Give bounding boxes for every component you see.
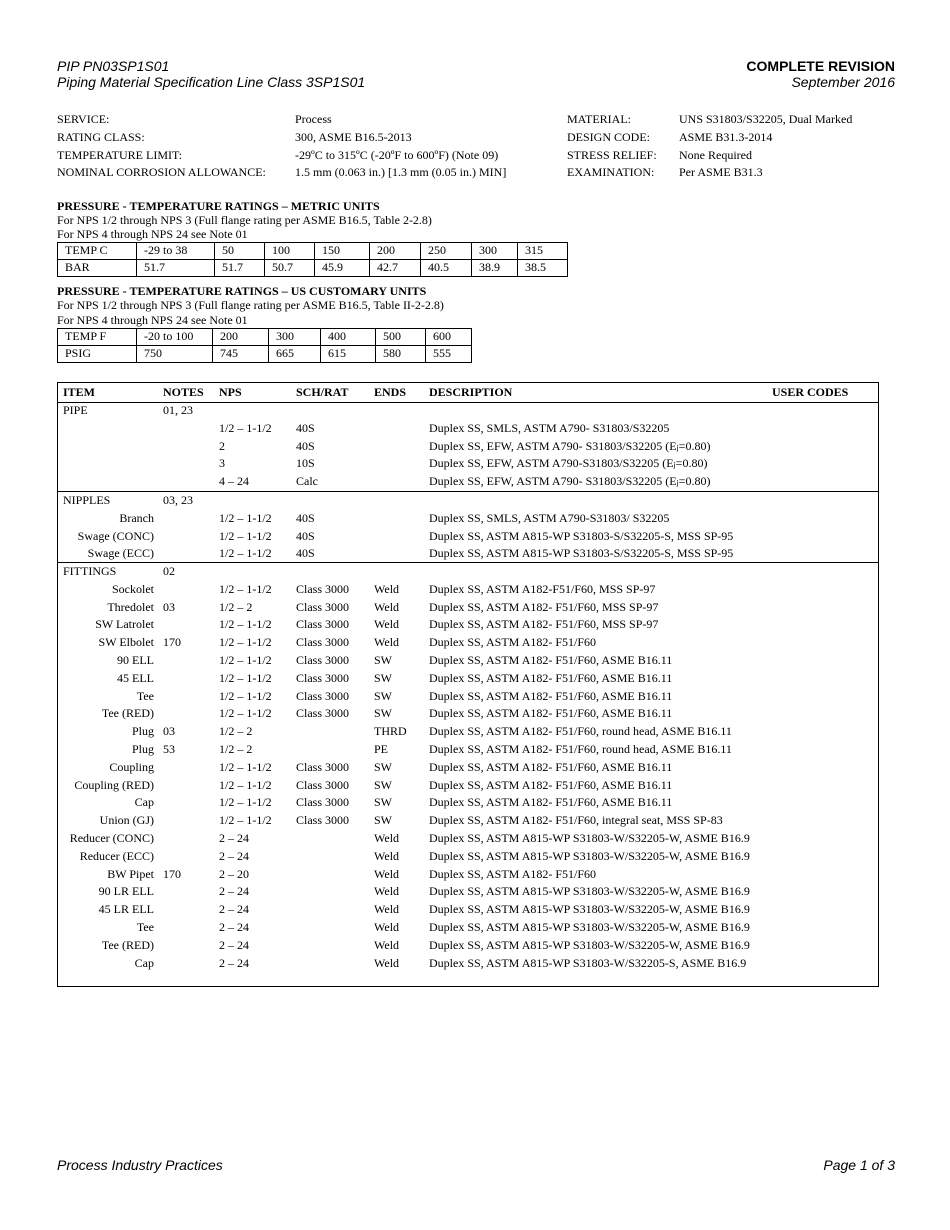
us-psig-cell: 665 xyxy=(269,346,321,363)
material-value: UNS S31803/S32205, Dual Marked xyxy=(679,112,853,126)
table-row xyxy=(58,848,878,866)
item-cell: Branch xyxy=(119,510,154,525)
desc-cell: Duplex SS, ASTM A815-WP S31803-W/S32205-W, ASME B16.9 xyxy=(429,848,750,863)
nps-cell: 2 – 24 xyxy=(219,848,249,863)
desc-cell: Duplex SS, SMLS, ASTM A790-S31803/ S32205 xyxy=(429,510,670,525)
nps-cell: 2 – 24 xyxy=(219,902,249,917)
item-cell: Tee (RED) xyxy=(101,937,154,952)
ends-cell: Weld xyxy=(374,955,400,970)
group-notes: 01, 23 xyxy=(163,403,193,417)
desc-cell: Duplex SS, ASTM A182-F51/F60, MSS SP-97 xyxy=(429,581,656,596)
footer-page-number: Page 1 of 3 xyxy=(823,1157,895,1173)
metric-temp-cell: 315 xyxy=(518,243,568,260)
header-sch-rat: SCH/RAT xyxy=(296,385,349,399)
notes-cell: 03 xyxy=(163,724,175,739)
desc-cell: Duplex SS, ASTM A815-WP S31803-W/S32205-W, ASME B16.9 xyxy=(429,884,750,899)
metric-bar-cell: 50.7 xyxy=(265,260,315,277)
nps-cell: 1/2 – 1-1/2 xyxy=(219,813,272,828)
document-header-right xyxy=(746,58,895,90)
revision-date: September 2016 xyxy=(791,74,895,90)
ends-cell: SW xyxy=(374,670,392,685)
item-cell: Swage (ECC) xyxy=(87,546,154,561)
sch-cell: Class 3000 xyxy=(296,635,350,650)
ends-cell: SW xyxy=(374,653,392,667)
ends-cell: Weld xyxy=(374,848,400,863)
ends-cell: SW xyxy=(374,795,392,810)
sch-cell: Class 3000 xyxy=(296,795,350,810)
sch-cell: 10S xyxy=(296,456,315,471)
table-row xyxy=(58,830,878,848)
item-cell: Sockolet xyxy=(112,581,154,596)
us-ratings-table xyxy=(57,328,472,363)
sch-cell: 40S xyxy=(296,528,315,543)
metric-bar-cell: 51.7 xyxy=(215,260,265,277)
us-psig-cell: PSIG xyxy=(58,346,137,363)
metric-ratings-table xyxy=(57,242,568,277)
item-cell: Tee xyxy=(136,688,154,703)
group-notes: 02 xyxy=(163,564,175,578)
desc-cell: Duplex SS, ASTM A182- F51/F60, integral seat, MSS SP-83 xyxy=(429,813,723,828)
table-row xyxy=(58,777,878,795)
ends-cell: Weld xyxy=(374,866,400,881)
item-cell: Tee xyxy=(136,920,154,934)
metric-temp-cell: 200 xyxy=(370,243,421,260)
metric-temp-cell: 100 xyxy=(265,243,315,260)
metric-temp-row xyxy=(58,243,568,260)
metric-bar-cell: 42.7 xyxy=(370,260,421,277)
desc-cell: Duplex SS, ASTM A182- F51/F60, MSS SP-97 xyxy=(429,599,659,614)
service-label: SERVICE: xyxy=(57,112,110,126)
material-table-header xyxy=(58,383,878,403)
metric-ratings-title: PRESSURE - TEMPERATURE RATINGS – METRIC UNITS xyxy=(57,199,380,213)
header-item: ITEM xyxy=(63,385,96,399)
desc-cell: Duplex SS, ASTM A182- F51/F60, ASME B16.11 xyxy=(429,759,673,774)
fittings-group xyxy=(58,562,878,970)
metric-note-2: For NPS 4 through NPS 24 see Note 01 xyxy=(57,227,248,241)
nps-cell: 2 – 24 xyxy=(219,884,249,899)
ends-cell: Weld xyxy=(374,617,400,632)
table-row xyxy=(58,741,878,759)
nps-cell: 1/2 – 1-1/2 xyxy=(219,617,272,632)
item-cell: 45 ELL xyxy=(117,670,154,685)
table-row xyxy=(58,688,878,706)
table-row xyxy=(58,599,878,617)
notes-cell: 170 xyxy=(163,866,181,881)
header-notes: NOTES xyxy=(163,385,204,399)
rating-class-value: 300, ASME B16.5-2013 xyxy=(295,129,412,144)
ends-cell: THRD xyxy=(374,724,407,739)
doc-title: Piping Material Specification Line Class 3SP1S01 xyxy=(57,74,366,90)
table-row xyxy=(58,510,878,528)
us-temp-cell: 600 xyxy=(426,329,472,346)
metric-bar-cell: 51.7 xyxy=(137,260,215,277)
item-cell: Coupling (RED) xyxy=(74,777,154,792)
sch-cell: Class 3000 xyxy=(296,617,350,632)
item-cell: Thredolet xyxy=(107,599,154,614)
corrosion-allowance-label: NOMINAL CORROSION ALLOWANCE: xyxy=(57,165,266,180)
nps-cell: 1/2 – 1-1/2 xyxy=(219,777,272,792)
nps-cell: 1/2 – 1-1/2 xyxy=(219,653,272,667)
nps-cell: 2 – 24 xyxy=(219,955,249,970)
header-nps: NPS xyxy=(219,385,242,399)
nps-cell: 4 – 24 xyxy=(219,474,249,489)
ends-cell: SW xyxy=(374,688,392,703)
us-temp-row xyxy=(58,329,472,346)
table-row xyxy=(58,866,878,884)
item-cell: SW Elbolet xyxy=(98,635,154,650)
ends-cell: PE xyxy=(374,742,389,756)
item-cell: Coupling xyxy=(109,759,154,774)
sch-cell: 40S xyxy=(296,546,315,561)
nps-cell: 1/2 – 1-1/2 xyxy=(219,546,272,561)
table-row xyxy=(58,759,878,777)
desc-cell: Duplex SS, ASTM A815-WP S31803-W/S32205-S, ASME B16.9 xyxy=(429,955,747,970)
item-cell: Cap xyxy=(134,795,154,810)
sch-cell: 40S xyxy=(296,420,315,435)
table-row xyxy=(58,528,878,546)
examination-label: EXAMINATION: xyxy=(567,165,655,180)
nps-cell: 2 – 20 xyxy=(219,866,249,881)
desc-cell: Duplex SS, SMLS, ASTM A790- S31803/S32205 xyxy=(429,420,670,435)
info-labels-right xyxy=(567,111,657,182)
temperature-limit-label: TEMPERATURE LIMIT: xyxy=(57,147,183,162)
table-row xyxy=(58,812,878,830)
desc-cell: Duplex SS, ASTM A182- F51/F60, ASME B16.11 xyxy=(429,777,673,792)
nps-cell: 3 xyxy=(219,456,225,471)
nps-cell: 1/2 – 2 xyxy=(219,724,253,739)
notes-cell: 53 xyxy=(163,742,175,756)
us-psig-cell: 745 xyxy=(213,346,269,363)
table-row xyxy=(58,901,878,919)
desc-cell: Duplex SS, ASTM A182- F51/F60, ASME B16.11 xyxy=(429,653,673,667)
us-temp-cell: 200 xyxy=(213,329,269,346)
desc-cell: Duplex SS, ASTM A182- F51/F60, round head, ASME B16.11 xyxy=(429,742,732,756)
item-cell: BW Pipet xyxy=(107,866,154,881)
table-row xyxy=(58,438,878,456)
header-ends: ENDS xyxy=(374,385,407,399)
nps-cell: 1/2 – 1-1/2 xyxy=(219,706,272,721)
ends-cell: Weld xyxy=(374,937,400,952)
corrosion-allowance-value: 1.5 mm (0.063 in.) [1.3 mm (0.05 in.) MIN] xyxy=(295,165,507,180)
table-row xyxy=(58,455,878,473)
desc-cell: Duplex SS, ASTM A182- F51/F60 xyxy=(429,635,597,650)
ends-cell: Weld xyxy=(374,581,400,596)
metric-temp-cell: 150 xyxy=(315,243,370,260)
ends-cell: Weld xyxy=(374,831,400,845)
sch-cell: Class 3000 xyxy=(296,759,350,774)
metric-temp-cell: 250 xyxy=(421,243,472,260)
item-cell: SW Latrolet xyxy=(95,617,154,632)
desc-cell: Duplex SS, EFW, ASTM A790- S31803/S32205 (Eⱼ=0.80) xyxy=(429,438,711,453)
table-row xyxy=(58,670,878,688)
item-cell: Plug xyxy=(131,742,154,756)
group-label-fittings: FITTINGS xyxy=(63,564,117,578)
ends-cell: SW xyxy=(374,813,392,828)
metric-temp-cell: -29 to 38 xyxy=(137,243,215,260)
doc-id: PIP PN03SP1S01 xyxy=(57,58,170,74)
us-psig-row xyxy=(58,346,472,363)
revision-label: COMPLETE REVISION xyxy=(746,58,895,74)
metric-bar-cell: 38.5 xyxy=(518,260,568,277)
us-temp-cell: 500 xyxy=(376,329,426,346)
ends-cell: Weld xyxy=(374,635,400,650)
sch-cell: Class 3000 xyxy=(296,777,350,792)
temperature-limit-value: -29ºC to 315ºC (-20ºF to 600ºF) (Note 09) xyxy=(295,147,499,162)
material-label: MATERIAL: xyxy=(567,112,631,126)
material-table xyxy=(57,382,879,987)
sch-cell: 40S xyxy=(296,438,315,453)
design-code-value: ASME B31.3-2014 xyxy=(679,129,773,144)
nps-cell: 1/2 – 1-1/2 xyxy=(219,759,272,774)
table-row xyxy=(58,794,878,812)
table-row xyxy=(58,883,878,901)
desc-cell: Duplex SS, ASTM A182- F51/F60, ASME B16.11 xyxy=(429,706,673,721)
desc-cell: Duplex SS, ASTM A182- F51/F60 xyxy=(429,866,597,881)
document-header-left xyxy=(57,58,365,90)
us-psig-cell: 750 xyxy=(137,346,213,363)
nps-cell: 1/2 – 1-1/2 xyxy=(219,510,272,525)
ends-cell: Weld xyxy=(374,902,400,917)
group-notes: 03, 23 xyxy=(163,493,193,507)
desc-cell: Duplex SS, ASTM A815-WP S31803-S/S32205-S, MSS SP-95 xyxy=(429,528,734,543)
us-note-2: For NPS 4 through NPS 24 see Note 01 xyxy=(57,313,248,327)
ends-cell: Weld xyxy=(374,599,400,614)
desc-cell: Duplex SS, ASTM A182- F51/F60, ASME B16.11 xyxy=(429,688,673,703)
item-cell: 90 LR ELL xyxy=(98,884,154,899)
sch-cell: Class 3000 xyxy=(296,813,350,828)
metric-temp-cell: 300 xyxy=(472,243,518,260)
item-cell: Cap xyxy=(134,955,154,970)
desc-cell: Duplex SS, ASTM A815-WP S31803-W/S32205-W, ASME B16.9 xyxy=(429,937,750,952)
sch-cell: Calc xyxy=(296,474,318,489)
metric-bar-row xyxy=(58,260,568,277)
metric-temp-cell: TEMP C xyxy=(58,243,137,260)
table-row xyxy=(58,563,878,581)
desc-cell: Duplex SS, ASTM A182- F51/F60, round head, ASME B16.11 xyxy=(429,724,732,739)
item-cell: 90 ELL xyxy=(117,653,154,667)
nps-cell: 1/2 – 2 xyxy=(219,742,253,756)
table-row xyxy=(58,955,878,973)
ends-cell: SW xyxy=(374,759,392,774)
nps-cell: 1/2 – 2 xyxy=(219,599,253,614)
table-row xyxy=(58,616,878,634)
item-cell: Tee (RED) xyxy=(101,706,154,721)
nps-cell: 2 – 24 xyxy=(219,920,249,934)
us-temp-cell: 300 xyxy=(269,329,321,346)
stress-relief-label: STRESS RELIEF: xyxy=(567,147,657,162)
header-user-codes: USER CODES xyxy=(772,385,849,399)
item-cell: Swage (CONC) xyxy=(77,528,154,543)
nps-cell: 1/2 – 1-1/2 xyxy=(219,795,272,810)
nps-cell: 2 xyxy=(219,438,225,453)
sch-cell: 40S xyxy=(296,510,315,525)
nps-cell: 1/2 – 1-1/2 xyxy=(219,635,272,650)
nps-cell: 1/2 – 1-1/2 xyxy=(219,528,272,543)
table-row xyxy=(58,492,878,510)
table-row xyxy=(58,420,878,438)
desc-cell: Duplex SS, ASTM A815-WP S31803-W/S32205-W, ASME B16.9 xyxy=(429,831,750,845)
item-cell: Reducer (CONC) xyxy=(69,831,154,845)
metric-note-1: For NPS 1/2 through NPS 3 (Full flange rating per ASME B16.5, Table 2-2.8) xyxy=(57,213,432,227)
table-row xyxy=(58,723,878,741)
sch-cell: Class 3000 xyxy=(296,599,350,614)
desc-cell: Duplex SS, ASTM A815-WP S31803-S/S32205-S, MSS SP-95 xyxy=(429,546,734,561)
group-label-pipe: PIPE xyxy=(63,403,88,417)
us-temp-cell: TEMP F xyxy=(58,329,137,346)
group-label-nipples: NIPPLES xyxy=(63,493,111,507)
ends-cell: Weld xyxy=(374,920,400,934)
metric-temp-cell: 50 xyxy=(215,243,265,260)
desc-cell: Duplex SS, ASTM A182- F51/F60, ASME B16.11 xyxy=(429,795,673,810)
sch-cell: Class 3000 xyxy=(296,581,350,596)
nps-cell: 1/2 – 1-1/2 xyxy=(219,420,272,435)
nps-cell: 1/2 – 1-1/2 xyxy=(219,670,272,685)
ends-cell: SW xyxy=(374,706,392,721)
table-row xyxy=(58,937,878,955)
sch-cell: Class 3000 xyxy=(296,706,350,721)
table-row xyxy=(58,705,878,723)
sch-cell: Class 3000 xyxy=(296,688,350,703)
item-cell: Plug xyxy=(131,724,154,739)
examination-value: Per ASME B31.3 xyxy=(679,165,763,180)
nps-cell: 1/2 – 1-1/2 xyxy=(219,688,272,703)
nipples-group xyxy=(58,491,878,561)
item-cell: Union (GJ) xyxy=(99,813,154,828)
info-labels-left xyxy=(57,111,266,182)
notes-cell: 170 xyxy=(163,635,181,650)
sch-cell: Class 3000 xyxy=(296,653,350,667)
table-row xyxy=(58,634,878,652)
table-row xyxy=(58,402,878,420)
item-cell: Reducer (ECC) xyxy=(79,848,154,863)
metric-bar-cell: 38.9 xyxy=(472,260,518,277)
nps-cell: 2 – 24 xyxy=(219,831,249,845)
desc-cell: Duplex SS, ASTM A182- F51/F60, ASME B16.11 xyxy=(429,670,673,685)
desc-cell: Duplex SS, ASTM A815-WP S31803-W/S32205-W, ASME B16.9 xyxy=(429,920,750,934)
table-row xyxy=(58,581,878,599)
metric-bar-cell: BAR xyxy=(58,260,137,277)
ends-cell: Weld xyxy=(374,884,400,899)
us-note-1: For NPS 1/2 through NPS 3 (Full flange rating per ASME B16.5, Table II-2-2.8) xyxy=(57,298,444,312)
metric-bar-cell: 40.5 xyxy=(421,260,472,277)
service-value: Process xyxy=(295,112,332,126)
metric-bar-cell: 45.9 xyxy=(315,260,370,277)
table-row xyxy=(58,545,878,563)
info-values-left xyxy=(295,111,506,182)
table-row xyxy=(58,919,878,937)
desc-cell: Duplex SS, EFW, ASTM A790-S31803/S32205 (Eⱼ=0.80) xyxy=(429,456,708,471)
info-values-right xyxy=(679,111,852,182)
us-psig-cell: 580 xyxy=(376,346,426,363)
desc-cell: Duplex SS, ASTM A182- F51/F60, MSS SP-97 xyxy=(429,617,659,632)
sch-cell: Class 3000 xyxy=(296,670,350,685)
footer-organization: Process Industry Practices xyxy=(57,1157,223,1173)
us-psig-cell: 555 xyxy=(426,346,472,363)
us-psig-cell: 615 xyxy=(321,346,376,363)
table-row xyxy=(58,473,878,491)
us-temp-cell: 400 xyxy=(321,329,376,346)
rating-class-label: RATING CLASS: xyxy=(57,129,145,144)
header-description: DESCRIPTION xyxy=(429,385,513,399)
ends-cell: SW xyxy=(374,777,392,792)
table-row xyxy=(58,652,878,670)
notes-cell: 03 xyxy=(163,599,175,614)
item-cell: 45 LR ELL xyxy=(98,902,154,917)
design-code-label: DESIGN CODE: xyxy=(567,129,650,144)
nps-cell: 1/2 – 1-1/2 xyxy=(219,581,272,596)
desc-cell: Duplex SS, ASTM A815-WP S31803-W/S32205-W, ASME B16.9 xyxy=(429,902,750,917)
nps-cell: 2 – 24 xyxy=(219,937,249,952)
us-temp-cell: -20 to 100 xyxy=(137,329,213,346)
us-ratings-title: PRESSURE - TEMPERATURE RATINGS – US CUSTOMARY UNITS xyxy=(57,284,427,298)
stress-relief-value: None Required xyxy=(679,147,752,162)
desc-cell: Duplex SS, EFW, ASTM A790- S31803/S32205 (Eⱼ=0.80) xyxy=(429,474,711,489)
